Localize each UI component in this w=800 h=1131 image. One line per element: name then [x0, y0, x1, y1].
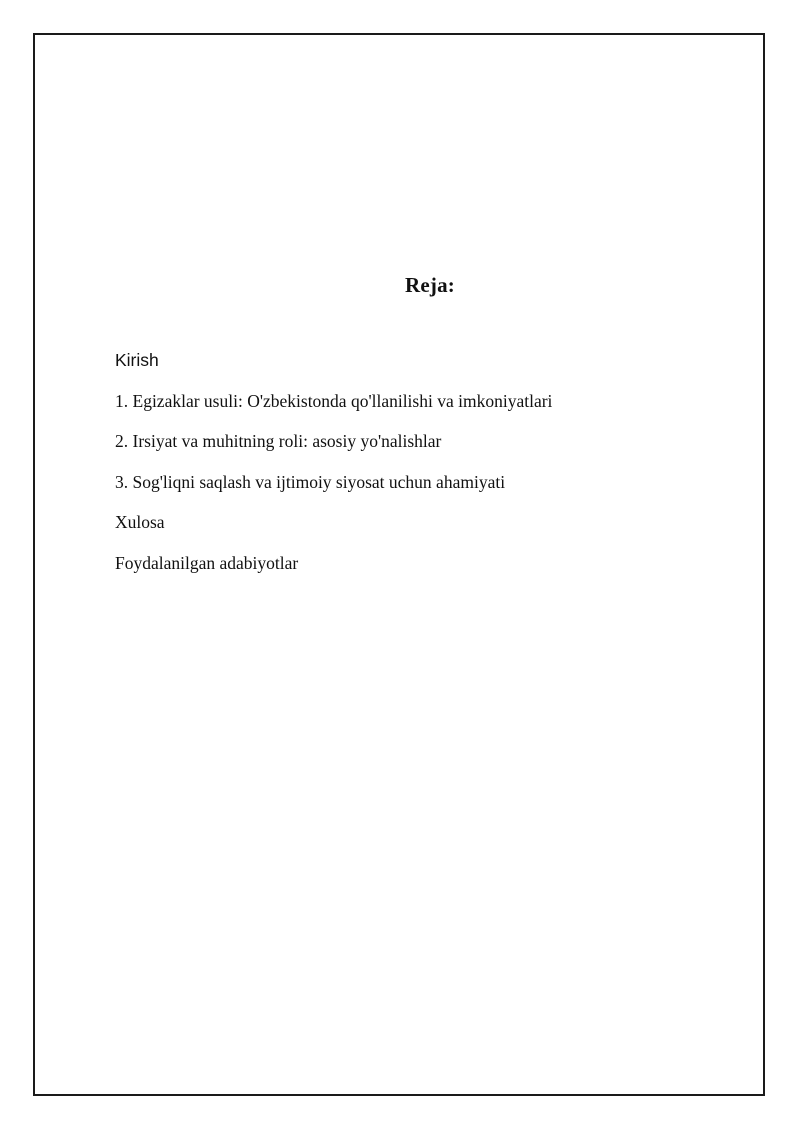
- plan-item-label: 2. Irsiyat va muhitning roli: asosiy yo'nalishlar: [115, 431, 442, 451]
- page-title: Reja:: [405, 273, 455, 297]
- plan-item-label: Kirish: [115, 350, 159, 370]
- plan-item-label: 3. Sog'liqni saqlash va ijtimoiy siyosat uchun ahamiyati: [115, 471, 506, 492]
- plan-item-label: Xulosa: [115, 512, 165, 532]
- plan-item-label: Foydalanilgan adabiyotlar: [115, 552, 299, 573]
- plan-item-1: [115, 391, 552, 411]
- plan-item-references: [115, 553, 552, 573]
- plan-item-3: [115, 472, 552, 492]
- plan-item-introduction: [115, 350, 552, 370]
- plan-item-label: 1. Egizaklar usuli: O'zbekistonda qo'llanilishi va imkoniyatlari: [115, 390, 553, 411]
- plan-item-conclusion: [115, 512, 552, 532]
- plan-item-2: [115, 431, 552, 451]
- plan-list: [115, 350, 552, 593]
